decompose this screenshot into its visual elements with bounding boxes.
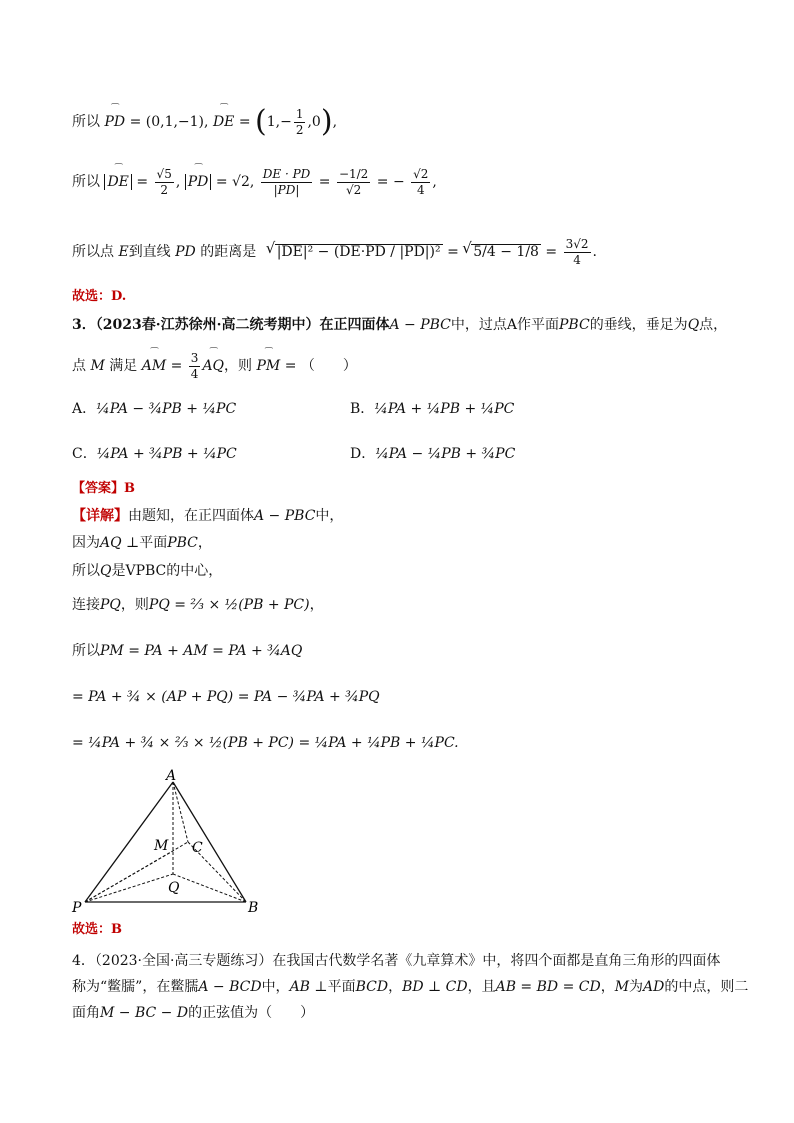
text: 的垂线，垂足为 [589,317,688,333]
math: PQ [100,597,121,613]
detail-line-1 [72,509,343,523]
text: 连接 [72,597,100,613]
text: ， [600,979,615,995]
numerator: 1 [295,106,304,121]
segment-pq [85,874,173,902]
denominator: √2 [345,182,362,197]
text: 是VPBC的中心， [111,563,223,579]
label-q: Q [168,880,180,896]
fraction-dot-product [261,168,313,196]
option-d-label: D． [350,446,376,462]
option-b-text: ¼PA + ¼PB + ¼PC [374,401,515,417]
option-c[interactable] [72,443,237,463]
fraction-sqrt2-over-4 [411,168,430,196]
math: A − BCD [198,979,262,995]
vector-pd: ⁀ PD [188,168,209,189]
choose-d: 故选：D. [72,289,127,304]
fraction-3sqrt2-over-4 [564,238,591,266]
detail-line-6: = PA + ¾ × (AP + PQ) = PA − ¾PA + ¾PQ [72,689,380,705]
numerator: √2 [413,167,429,181]
plane-pbc: PBC [559,317,590,333]
fraction-sqrt5-over-2 [155,168,174,196]
answer [72,482,135,495]
text: ，则 [224,358,253,375]
math: PM = PA + AM = PA + ¾AQ [100,643,303,659]
text: 由题知，在正四面体 [128,508,254,524]
math: BD ⊥ CD [402,979,468,995]
denominator: 4 [416,182,425,197]
question-3-line-2 [72,352,357,380]
text: 称为“鳖臑”，在鳖臑 [72,979,199,995]
line-pd: PD [175,244,196,261]
math: AB ⊥ [289,979,328,995]
label-a: A [166,768,177,784]
value-sqrt2: = √2, [215,174,255,191]
segment-qb [173,874,246,902]
option-a[interactable] [72,398,236,418]
vector-de: ⁀ DE [213,108,234,129]
equals-minus: = − [376,174,405,191]
text: 满足 [109,358,138,375]
text: 的中点，则二 [664,979,749,995]
label-c: C [192,840,203,856]
math: Q [100,563,112,579]
numerator: −1/2 [338,167,369,181]
paren-left: ( [255,104,267,139]
math: AB = BD = CD [495,979,601,995]
numerator: 3 [190,351,199,365]
line-magnitudes: 所以 ⁀ DE = $\frac{√5}{2}$ , ⁀ PD = √2, $\frac{DE \cdot PD}{|PD|}$ = $\frac{-1/2}{√2}$ = − $\frac{√2}{4}$ , [72,168,437,196]
fraction-neg-half-over-sqrt2 [337,168,370,196]
question-3-label: 3．（2023春·江苏徐州·高二统考期中）在正四面体 [72,317,390,333]
detail-line-4 [72,598,324,612]
detail-line-5 [72,644,302,658]
equals: = [238,114,251,130]
vector-de-value-1: 1,− [266,114,292,130]
text: 中， [315,508,344,524]
text: 所以 [72,563,100,579]
denominator: 2 [160,182,168,197]
tetrahedron-name: A − PBC [389,317,451,333]
text: 中，过点A作平面 [450,317,559,333]
question-4-line-2 [72,980,748,994]
point-e: E [118,244,129,261]
math: A − PBC [254,508,316,524]
math: AD [643,979,665,995]
denominator: 2 [295,122,304,137]
question-4-line-3 [72,1006,314,1020]
vector-pd-value: = (0,1,−1), [129,114,209,130]
answer-value: B [124,481,136,496]
text: ， [388,979,403,995]
text: = （ ） [284,358,357,375]
abs-pd [185,174,212,190]
comma: , [332,114,338,130]
equals: = [447,244,459,261]
text: 点， [699,317,728,333]
text: ， [197,535,212,551]
option-c-text: ¼PA + ¾PB + ¼PC [96,446,237,462]
edge-ab [173,782,246,902]
label-m: M [154,838,169,854]
vector-de: ⁀ DE [107,168,128,189]
numerator: √5 [156,167,172,181]
text: 中， [261,979,290,995]
detail-line-3 [72,564,222,578]
sqrt-5-4-minus-1-8: √ 5/4 − 1/8 [471,244,541,259]
math: PQ = ⅔ × ½(PB + PC) [148,597,310,613]
label-p: P [72,900,82,916]
text: 所以 [72,643,100,659]
segment-pm [85,851,173,902]
text: 平面 [139,535,168,551]
text: 点 [72,358,86,375]
fraction-3-4 [189,352,201,380]
denominator: |PD| [273,182,300,197]
answer-label: 【答案】 [72,481,125,496]
question-4-line-1: 4．（2023·全国·高三专题练习）在我国古代数学名著《九章算术》中，将四个面都是直角三角形的四面体 [72,953,721,969]
math: PBC [167,535,198,551]
text: 因为 [72,535,100,551]
text: 所以点 [72,244,114,261]
text: 的正弦值为（ ） [188,1005,315,1021]
text: 的距离是 [200,244,257,261]
text: 到直线 [128,244,171,261]
comma: , [432,174,437,191]
math: AQ ⊥ [100,535,140,551]
text: 所以 [72,174,100,191]
text: 为 [629,979,644,995]
line-vectors-pd-de [72,104,338,139]
denominator: 4 [573,252,581,267]
text: ，则 [120,597,149,613]
detail-label: 【详解】 [72,508,128,524]
vector-de-value-2: ,0 [307,114,321,130]
math: M − BC − D [100,1005,189,1021]
text: 平面 [327,979,356,995]
choose-b: 故选：B [72,922,122,937]
text: 所以 [72,114,100,130]
math: BCD [355,979,389,995]
option-d-text: ¼PA − ¼PB + ¾PC [375,446,516,462]
sqrt-distance-expr: √ |DE|² − (DE·PD / |PD|)² [275,244,443,259]
option-c-label: C． [72,446,97,462]
detail-line-2 [72,536,212,550]
option-a-label: A． [72,401,97,417]
numerator: 3√2 [565,237,589,251]
option-b-label: B． [350,401,375,417]
text: ，且 [467,979,496,995]
point-m: M [90,358,105,375]
edge-ac [173,782,188,842]
math: M [614,979,630,995]
abs-de [104,174,131,190]
detail-line-7: = ¼PA + ¾ × ⅔ × ½(PB + PC) = ¼PA + ¼PB + ¼PC. [72,735,459,751]
text: ， [309,597,324,613]
equals: = [545,244,558,261]
denominator: 4 [190,366,199,381]
point-q: Q [687,317,700,333]
vector-pm: ⁀ PM [256,352,280,373]
line-distance [72,238,597,266]
fraction-half [294,108,306,136]
option-b[interactable] [350,398,514,418]
equals: = [170,358,183,375]
text: 面角 [72,1005,100,1021]
period: . [592,244,597,261]
vector-aq: ⁀ AQ [202,352,224,373]
label-b: B [248,900,259,916]
vector-pd: ⁀ PD [104,108,125,129]
option-a-text: ¼PA − ¾PB + ¼PC [96,401,237,417]
numerator: DE · PD [262,167,311,181]
tetrahedron-figure [60,762,280,922]
question-3-line-1 [72,318,727,332]
vector-am: ⁀ AM [142,352,166,373]
option-d[interactable] [350,443,515,463]
paren-right: ) [320,104,333,139]
